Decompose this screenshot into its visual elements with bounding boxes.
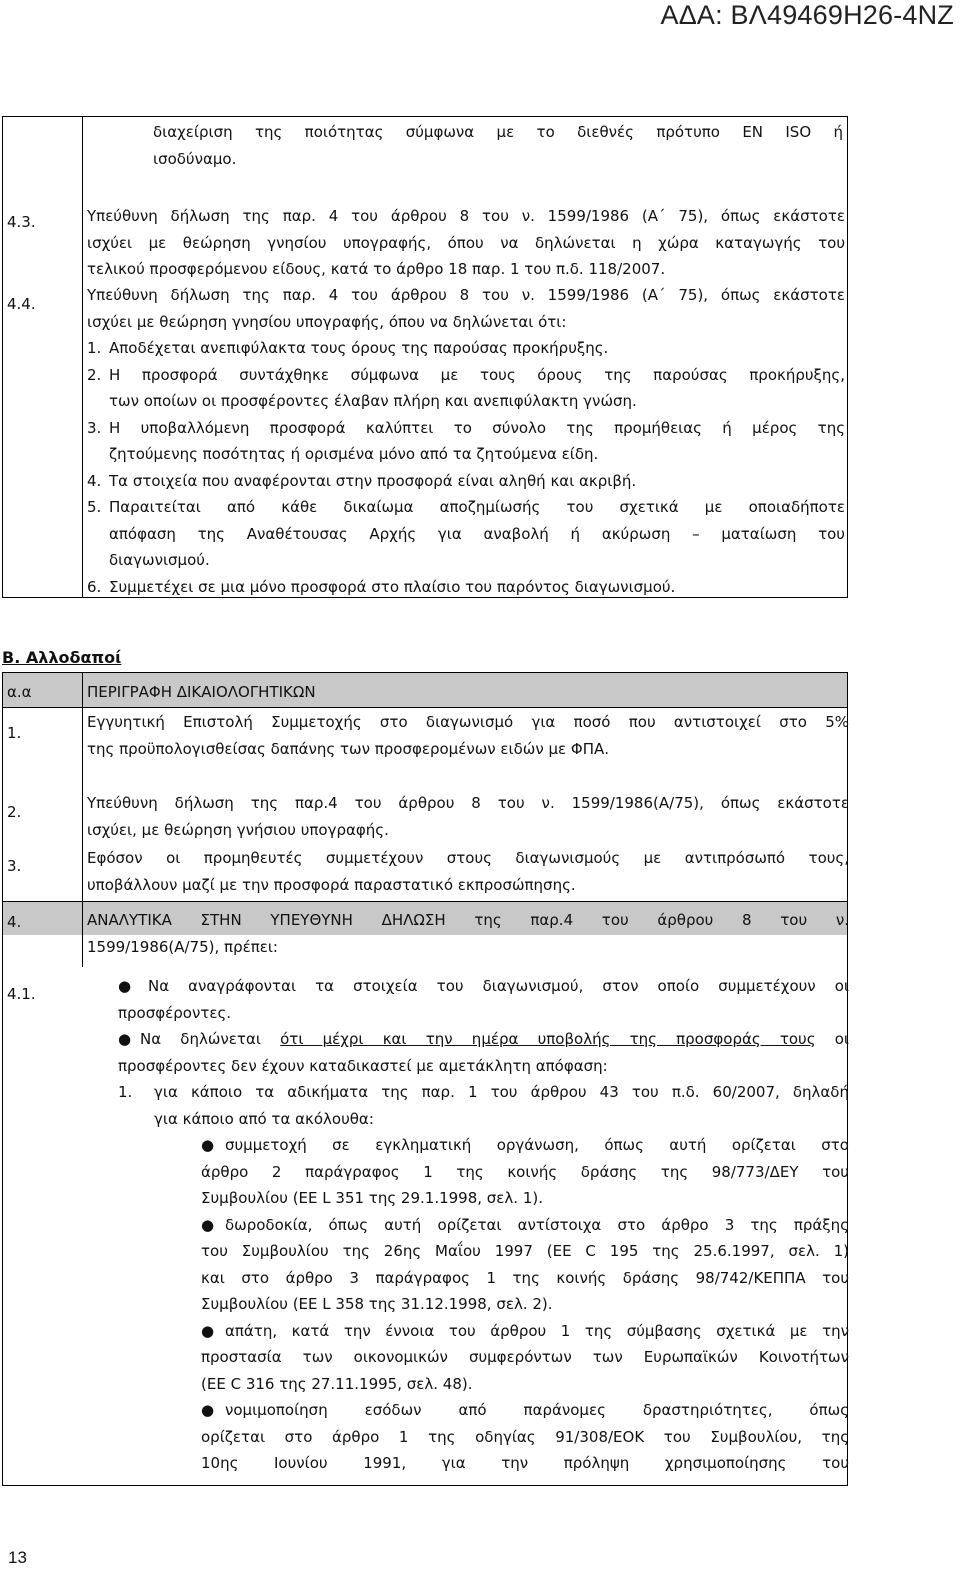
bullet-line: ● Να δηλώνεται ότι μέχρι και την ημέρα υποβολής της προσφοράς τους οι (118, 1026, 849, 1053)
bullet-line: ● απάτη, κατά την έννοια του άρθρου 1 της σύμβασης σχετικά με την (201, 1318, 849, 1345)
section-title: Β. Αλλοδαποί (2, 648, 122, 667)
list-item: 5. Παραιτείται από κάθε δικαίωμα αποζημίωσής του σχετικά με οποιαδήποτε απόφαση της Αναθέτουσας Αρχής για αναβολή ή ακύρωση – ματαίωση του διαγωνισμού. (87, 498, 845, 569)
text-line: ισχύει με θεώρηση γνησίου υπογραφής, όπου να δηλώνεται η χώρα καταγωγής του (87, 233, 845, 252)
text-line: Εγγυητική Επιστολή Συμμετοχής στο διαγωνισμό για ποσό που αντιστοιχεί στο 5% (87, 713, 849, 731)
text-line: Υπεύθυνη δήλωση της παρ.4 του άρθρου 8 του ν. 1599/1986(Α/75), όπως εκάστοτε (87, 794, 849, 812)
offences-list (201, 1132, 849, 1477)
bullet-line: ● νομιμοποίηση εσόδων από παράνομες δραστηριότητες, όπως (201, 1397, 849, 1424)
text-line: και στο άρθρο 3 παράγραφος 1 της κοινής δράσης 98/742/ΚΕΠΠΑ του (201, 1268, 849, 1287)
text-line: τελικού προσφερόμενου είδους, κατά το άρθρο 18 παρ. 1 του π.δ. 118/2007. (87, 260, 666, 278)
column-divider (82, 117, 83, 597)
row-4-text (87, 907, 849, 960)
text-line: Υπεύθυνη δήλωση της παρ. 4 του άρθρου 8 του ν. 1599/1986 (Α΄ 75), όπως εκάστοτε (87, 286, 845, 304)
row-4-1-text (118, 973, 849, 1132)
text-line: Συμβουλίου (ΕΕ L 351 της 29.1.1998, σελ. 1). (201, 1189, 543, 1207)
text-line: ΑΝΑΛΥΤΙΚΑ ΣΤΗΝ ΥΠΕΥΘΥΝΗ ΔΗΛΩΣΗ της παρ.4 του άρθρου 8 του ν. (87, 911, 849, 929)
row-2-text (87, 790, 849, 843)
text-line: προσφέροντες. (118, 1003, 232, 1022)
row-number-4: 4. (7, 913, 22, 931)
column-divider (82, 673, 83, 967)
text-line: ισχύει με θεώρηση γνησίου υπογραφής, όπου να δηλώνεται ότι: (87, 312, 567, 331)
row-divider (3, 707, 847, 708)
row-number-4-4: 4.4. (7, 295, 36, 313)
text-line: διαχείριση της ποιότητας σύμφωνα με το διεθνές πρότυπο EN ISO ή (153, 123, 843, 141)
row-number-2: 2. (7, 803, 22, 821)
bullet-icon: ● (201, 1136, 215, 1154)
continued-paragraph (153, 119, 843, 172)
text-line: υποβάλλουν μαζί με την προσφορά παραστατικό εκπροσώπησης. (87, 875, 576, 894)
list-item: 4. Τα στοιχεία που αναφέρονται στην προσφορά είναι αληθή και ακριβή. (87, 471, 637, 490)
row-number-1: 1. (7, 724, 22, 742)
row-4-3-text (87, 203, 845, 283)
row-3-text (87, 845, 849, 898)
list-item: 6. Συμμετέχει σε μια μόνο προσφορά στο πλαίσιο του παρόντος διαγωνισμού. (87, 577, 676, 596)
header-title: ΠΕΡΙΓΡΑΦΗ ΔΙΚΑΙΟΛΟΓΗΤΙΚΩΝ (87, 683, 316, 701)
foreign-bidders-table (2, 672, 848, 1486)
row-4-4-text (87, 282, 845, 600)
list-item: 3. Η υποβαλλόμενη προσφορά καλύπτει το σύνολο της προμήθειας ή μέρος της ζητούμενης ποσότητας ή ορισμένα μόνο από τα ζητούμενα είδη. (87, 418, 845, 463)
requirements-table-continued (2, 116, 848, 598)
text-line: ισχύει, με θεώρηση γνήσιου υπογραφής. (87, 820, 389, 839)
text-line: ισοδύναμο. (153, 149, 237, 168)
text-line: προσφέροντες δεν έχουν καταδικαστεί με αμετάκλητη απόφαση: (118, 1056, 608, 1075)
bullet-line: ● δωροδοκία, όπως αυτή ορίζεται αντίστοιχα στο άρθρο 3 της πράξης (201, 1212, 849, 1239)
bullet-icon: ● (201, 1401, 215, 1419)
row-number-4-1: 4.1. (7, 985, 36, 1003)
row-1-text (87, 709, 849, 762)
bullet-icon: ● (201, 1215, 215, 1234)
bullet-icon: ● (118, 977, 132, 995)
row-number-4-3: 4.3. (7, 213, 36, 231)
text-line: του Συμβουλίου της 26ης Μαΐου 1997 (ΕΕ C 195 της 25.6.1997, σελ. 1) (201, 1242, 849, 1260)
header-number: α.α (7, 683, 32, 701)
text-line: της προϋπολογισθείσας δαπάνης των προσφερομένων ειδών με ΦΠΑ. (87, 739, 610, 758)
list-item: 1. Αποδέχεται ανεπιφύλακτα τους όρους της παρούσας προκήρυξης. (87, 339, 609, 357)
text-line: 1599/1986(Α/75), πρέπει: (87, 937, 278, 956)
text-line: προστασία των οικονομικών συμφερόντων των Ευρωπαϊκών Κοινοτήτων (201, 1348, 849, 1366)
text-line: Υπεύθυνη δήλωση της παρ. 4 του άρθρου 8 του ν. 1599/1986 (Α΄ 75), όπως εκάστοτε (87, 207, 845, 225)
text-line: (ΕΕ C 316 της 27.11.1995, σελ. 48). (201, 1374, 473, 1393)
text-line: 10ης Ιουνίου 1991, για την πρόληψη χρησιμοποίησης του (201, 1454, 849, 1472)
bullet-icon: ● (201, 1321, 215, 1340)
row-divider (3, 901, 847, 902)
list-item: 2. Η προσφορά συντάχθηκε σύμφωνα με τους όρους της παρούσας προκήρυξης, των οποίων οι προσφέροντες έλαβαν πλήρη και ανεπιφύλακτη γνώση. (87, 365, 845, 410)
sub-list-item: 1. για κάποιο τα αδικήματα της παρ. 1 του άρθρου 43 του π.δ. 60/2007, δηλαδή για κάποιο από τα ακόλουθα: (118, 1083, 849, 1128)
text-line: ορίζεται στο άρθρο 1 της οδηγίας 91/308/ΕΟΚ του Συμβουλίου, της (201, 1427, 849, 1446)
text-line: Εφόσον οι προμηθευτές συμμετέχουν στους διαγωνισμούς με αντιπρόσωπό τους, (87, 849, 849, 867)
page-number: 13 (8, 1548, 27, 1567)
bullet-icon: ● (118, 1030, 132, 1048)
bullet-line: ● Να αναγράφονται τα στοιχεία του διαγωνισμού, στον οποίο συμμετέχουν οι (118, 973, 849, 1000)
row-number-3: 3. (7, 857, 22, 875)
ada-code: ΑΔΑ: ΒΛ49469Η26-4ΝΖ (660, 0, 954, 30)
bullet-line: ● συμμετοχή σε εγκληματική οργάνωση, όπως αυτή ορίζεται στο (201, 1132, 849, 1159)
text-line: Συμβουλίου (ΕΕ L 358 της 31.12.1998, σελ. 2). (201, 1295, 553, 1313)
text-line: άρθρο 2 παράγραφος 1 της κοινής δράσης της 98/773/ΔΕΥ του (201, 1162, 849, 1181)
